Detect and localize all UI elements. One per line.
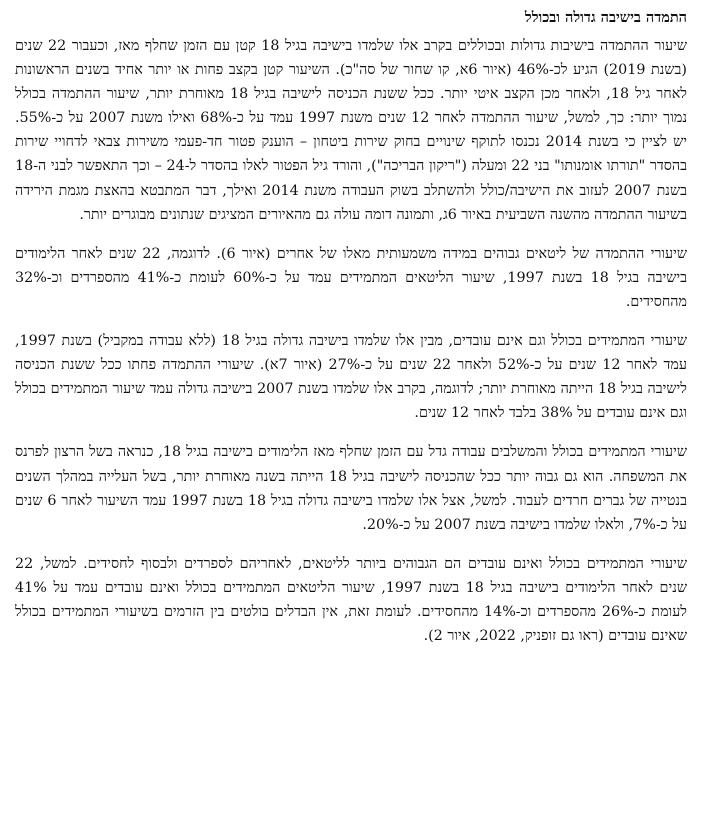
paragraph-litvak-comparison: שיעורי ההתמדה של ליטאים גבוהים במידה משמעותית מאלו של אחרים (איור 6). לדוגמה, 22 שנים לאחר הלימודים בישיבה בגיל 18 בשנת 1997, שיעור הליטאים המתמידים עמד על כ-60% לעומת כ-41% מהספרדים וכ-32% מהחסידים. [15, 245, 687, 310]
paragraph-kollel-not-working: שיעורי המתמידים בכולל וגם אינם עובדים, מבין אלו שלמדו בישיבה גדולה בגיל 18 (ללא עבודה במקביל) בשנת 1997, עמד לאחר 12 שנים על כ-52% ולאחר 22 שנים על כ-27% (איור 7א). שיעורי ההתמדה פחתו ככל ששנת הכניסה לישיבה בגיל 18 הייתה מאוחרת יותר; לדוגמה, בקרב אלו שלמדו בשנת 2007 בישיבה גדולה עמד שיעור המתמידים בכולל וגם אינם עובדים על 38% בלבד לאחר 12 שנים. [15, 333, 687, 422]
paragraph-overall-persistence: שיעור ההתמדה בישיבות גדולות ובכוללים בקרב אלו שלמדו בישיבה בגיל 18 קטן עם הזמן שחלף מאז, וכעבור 22 שנים (בשנת 2019) הגיע לכ-46% (איור 6א, קו שחור של סה"כ). השיעור קטן בקצב פחות או יותר אחיד בשנים הראשונות לאחר גיל 18, ולאחר מכן הקצב איטי יותר. ככל ששנת הכניסה לישיבה בגיל 18 מאוחרת יותר, שיעור ההתמדה בכולל נמוך יותר: כך, למשל, שיעור ההתמדה לאחר 12 שנים משנת 1997 עמד על כ-68% ואילו משנת 2007 על כ-55%. יש לציין כי בשנת 2014 נכנסו לתוקף שינויים בחוק שירות ביטחון – הוענק פטור חד-פעמי משירות צבאי לדחויי שירות בהסדר "תורתו אומנותו" בני 22 ומעלה ("ריקון הבריכה"), והורד גיל הפטור לאלו בהסדר ל-24 – וכך התאפשר לבני ה-18 בשנת 2007 לעזוב את הישיבה/כולל ולהשתלב בשוק העבודה משנת 2014 ואילך, דבר המתבטא בהאצת מגמת הירידה בשיעור ההתמדה מהשנה השביעית באיור 6ג, ותמונה דומה עולה גם מהאיורים המציגים שנתונים מבוגרים יותר. [15, 38, 687, 223]
section-title: התמדה בישיבה גדולה ובכולל [524, 9, 687, 26]
paragraph-kollel-and-working: שיעורי המתמידים בכולל והמשלבים עבודה גדל עם הזמן שחלף מאז הלימודים בישיבה בגיל 18, כנראה בשל הרצון לפרנס את המשפחה. הוא גם גבוה יותר ככל שהכניסה לישיבה בגיל 18 הייתה בשנה מאוחרת יותר, בשל העלייה במהלך השנים בנטייה של גברים חרדים לעבוד. למשל, אצל אלו שלמדו בישיבה גדולה בגיל 18 בשנת 1997 עמד השיעור לאחר 6 שנים על כ-7%, ולאלו שלמדו בישיבה בשנת 2007 על כ-20%. [15, 444, 687, 533]
paragraph-stream-differences: שיעורי המתמידים בכולל ואינם עובדים הם הגבוהים ביותר לליטאים, לאחריהם לספרדים ולבסוף לחסידים. למשל, 22 שנים לאחר הלימודים בישיבה בגיל 18 בשנת 1997, שיעור הליטאים המתמידים בכולל ואינם עובדים עמד על 41% לעומת כ-26% מהספרדים וכ-14% מהחסידים. לעומת זאת, אין הבדלים בולטים בין הזרמים בשיעורי המתמידים בכולל שאינם עובדים (ראו גם זופניק, 2022, איור 2). [15, 555, 687, 645]
